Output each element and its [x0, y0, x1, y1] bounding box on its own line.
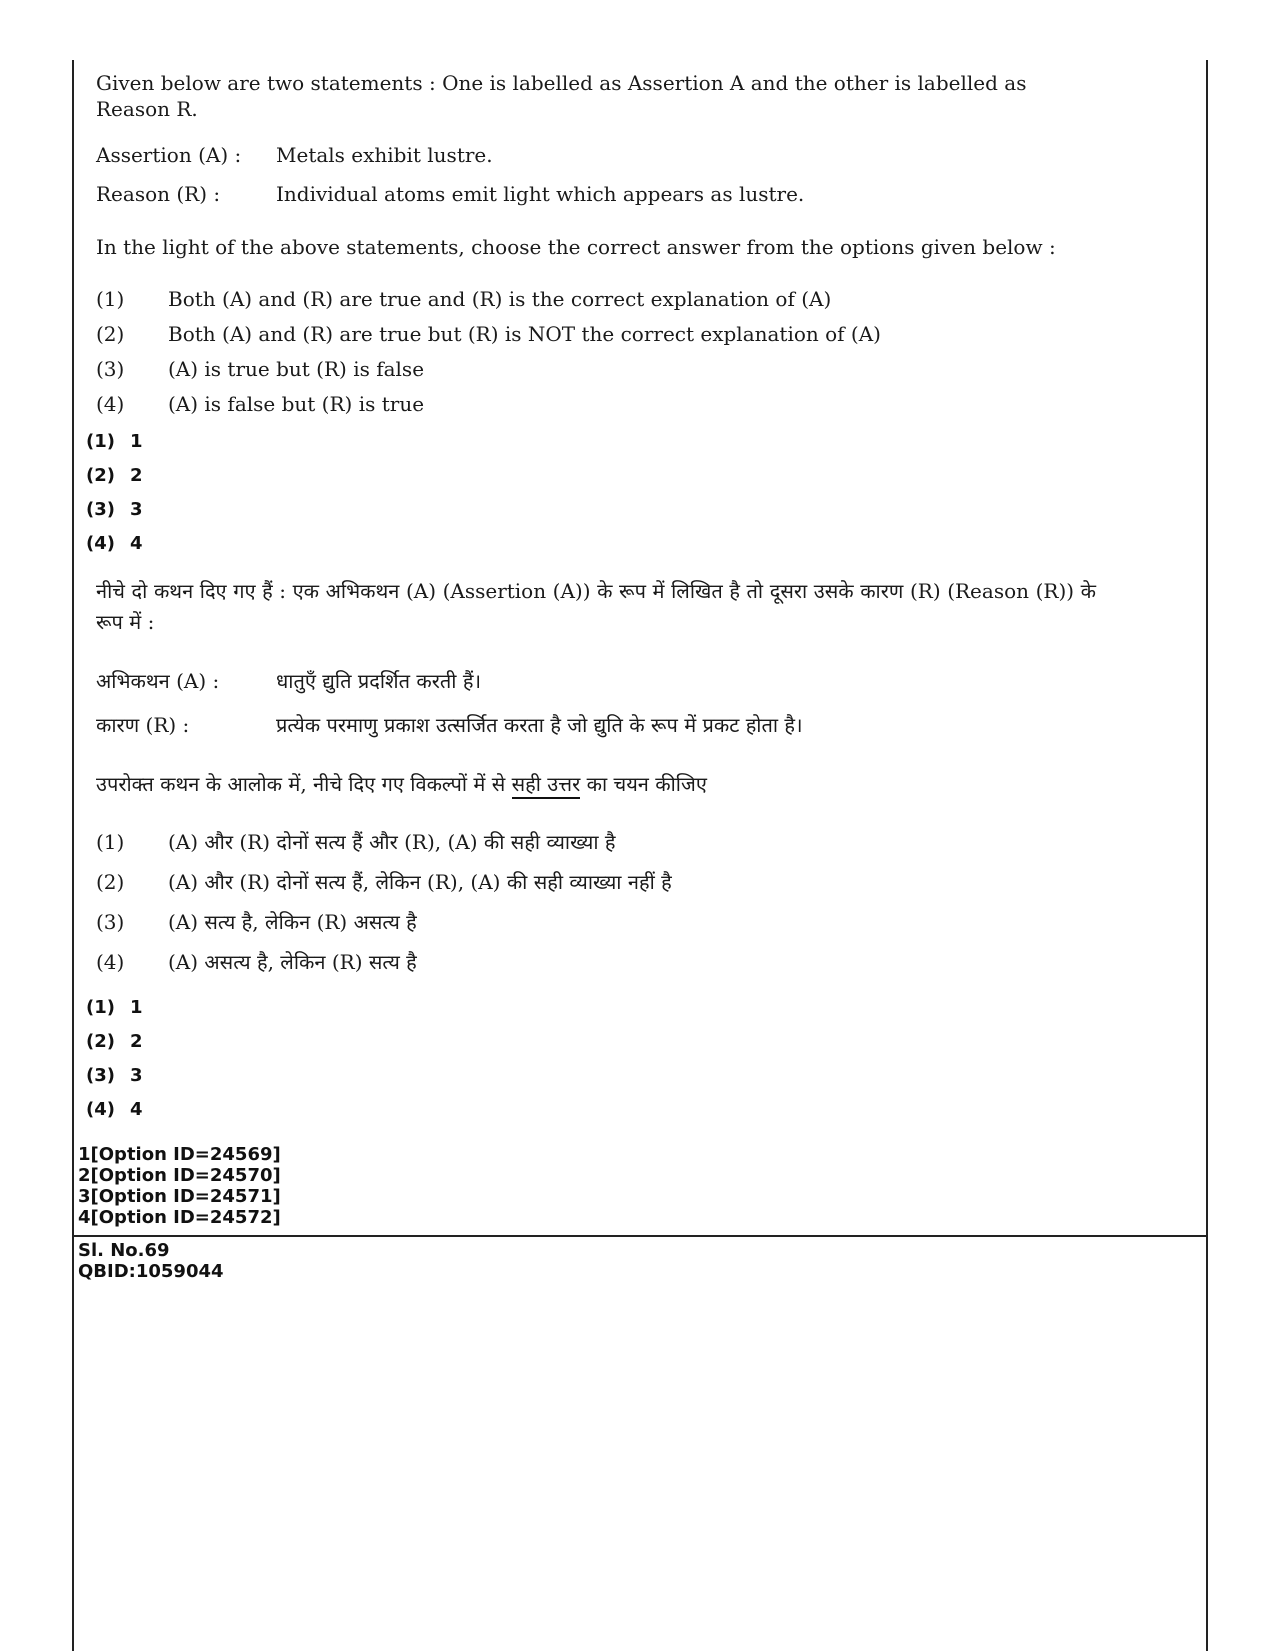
hindi-reason-row [96, 711, 803, 738]
choice-number: (2) [96, 322, 125, 346]
answer-option[interactable] [86, 997, 143, 1031]
answer-option[interactable] [86, 1099, 143, 1133]
hindi-question [96, 576, 1096, 638]
hindi-instruction-pre: उपरोक्त कथन के आलोक में, नीचे दिए गए विकल्पों में से [96, 772, 512, 796]
answer-value: 3 [130, 1065, 143, 1086]
hindi-choices [96, 828, 672, 988]
answer-number: (1) [86, 997, 115, 1018]
choice-item [96, 828, 672, 868]
answer-value: 4 [130, 1099, 143, 1120]
hindi-assertion-text: धातुएँ द्युति प्रदर्शित करती हैं। [276, 669, 482, 693]
answer-value: 2 [130, 1031, 143, 1052]
answer-number: (3) [86, 499, 115, 520]
hindi-assertion-row [96, 667, 481, 694]
choice-item [96, 322, 881, 357]
choice-item [96, 948, 672, 988]
reason-text: Individual atoms emit light which appears as lustre. [276, 182, 805, 206]
hindi-reason-text: प्रत्येक परमाणु प्रकाश उत्सर्जित करता है जो द्युति के रूप में प्रकट होता है। [276, 713, 803, 737]
english-answer-list [86, 431, 143, 567]
reason-label: Reason (R) : [96, 182, 221, 206]
answer-value: 1 [130, 431, 143, 452]
hindi-assertion-label: अभिकथन (A) : [96, 669, 220, 693]
answer-option[interactable] [86, 533, 143, 567]
answer-number: (4) [86, 1099, 115, 1120]
choice-text: (A) is true but (R) is false [168, 357, 425, 381]
answer-option[interactable] [86, 465, 143, 499]
answer-value: 4 [130, 533, 143, 554]
choice-item [96, 392, 881, 427]
choice-number: (4) [96, 392, 125, 416]
choice-item [96, 868, 672, 908]
assertion-text: Metals exhibit lustre. [276, 143, 493, 167]
hindi-answer-list [86, 997, 143, 1133]
english-choices [96, 287, 881, 427]
option-id: 4[Option ID=24572] [78, 1207, 281, 1228]
choice-number: (2) [96, 870, 125, 894]
choice-text: (A) और (R) दोनों सत्य हैं, लेकिन (R), (A) की सही व्याख्या नहीं है [168, 870, 672, 894]
question-divider [72, 1235, 1208, 1237]
serial-number: Sl. No.69 [78, 1240, 170, 1261]
answer-number: (3) [86, 1065, 115, 1086]
next-question-meta [78, 1240, 224, 1282]
qbid: QBID:1059044 [78, 1261, 224, 1282]
choice-number: (1) [96, 830, 125, 854]
choice-item [96, 908, 672, 948]
answer-value: 1 [130, 997, 143, 1018]
choice-text: (A) असत्य है, लेकिन (R) सत्य है [168, 950, 417, 974]
hindi-instruction [96, 770, 707, 797]
choice-text: (A) सत्य है, लेकिन (R) असत्य है [168, 910, 417, 934]
option-id: 3[Option ID=24571] [78, 1186, 281, 1207]
answer-number: (2) [86, 465, 115, 486]
hindi-instruction-underlined: सही उत्तर [512, 772, 581, 799]
choice-text: Both (A) and (R) are true and (R) is the correct explanation of (A) [168, 287, 832, 311]
choice-number: (3) [96, 910, 125, 934]
answer-option[interactable] [86, 499, 143, 533]
choice-text: Both (A) and (R) are true but (R) is NOT the correct explanation of (A) [168, 322, 881, 346]
answer-option[interactable] [86, 1065, 143, 1099]
english-instruction [96, 235, 1056, 259]
hindi-instruction-post: का चयन कीजिए [580, 772, 707, 796]
hindi-reason-label: कारण (R) : [96, 713, 190, 737]
choice-number: (3) [96, 357, 125, 381]
english-intro: Given below are two statements : One is labelled as Assertion A and the other is labelled as Reason R. [96, 71, 1027, 121]
choice-text: (A) और (R) दोनों सत्य हैं और (R), (A) की सही व्याख्या है [168, 830, 616, 854]
answer-number: (4) [86, 533, 115, 554]
option-id: 1[Option ID=24569] [78, 1144, 281, 1165]
choice-number: (4) [96, 950, 125, 974]
answer-value: 3 [130, 499, 143, 520]
choice-item [96, 287, 881, 322]
choice-text: (A) is false but (R) is true [168, 392, 425, 416]
option-id-list [78, 1144, 281, 1228]
option-id: 2[Option ID=24570] [78, 1165, 281, 1186]
instruction-text: In the light of the above statements, choose the correct answer from the options given below : [96, 235, 1056, 259]
hindi-intro: नीचे दो कथन दिए गए हैं : एक अभिकथन (A) (Assertion (A)) के रूप में लिखित है तो दूसरा उसके कारण (R) (Reason (R)) के रूप में : [96, 579, 1096, 634]
english-reason-row [96, 182, 804, 206]
answer-number: (2) [86, 1031, 115, 1052]
english-assertion-row [96, 143, 493, 167]
answer-value: 2 [130, 465, 143, 486]
english-question [96, 70, 1096, 122]
answer-option[interactable] [86, 431, 143, 465]
choice-item [96, 357, 881, 392]
answer-option[interactable] [86, 1031, 143, 1065]
choice-number: (1) [96, 287, 125, 311]
assertion-label: Assertion (A) : [96, 143, 242, 167]
answer-number: (1) [86, 431, 115, 452]
